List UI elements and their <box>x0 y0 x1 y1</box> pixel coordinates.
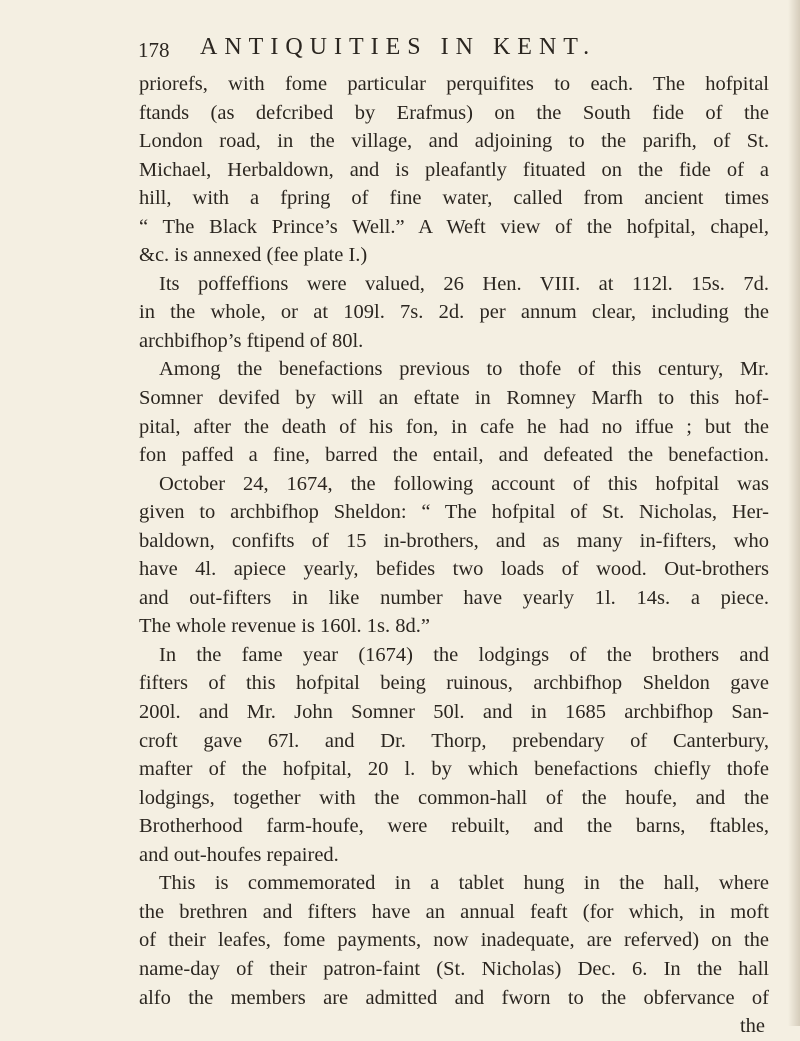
body-text <box>139 70 769 1041</box>
text-line: “ The Black Prince’s Well.” A Weft view of the hofpital, chapel, <box>139 215 769 238</box>
text-line: mafter of the hofpital, 20 l. by which benefactions chiefly thofe <box>139 758 769 781</box>
text-line: alfo the members are admitted and fworn to the obfervance of <box>139 986 769 1009</box>
text-line: archbifhop’s ftipend of 80l. <box>139 329 364 352</box>
text-line: Michael, Herbaldown, and is pleafantly fituated on the fide of a <box>139 158 769 181</box>
text-line: lodgings, together with the common-hall of the houfe, and the <box>139 786 769 809</box>
text-line: &c. is annexed (fee plate I.) <box>139 244 368 267</box>
paragraph-start-line: This is commemorated in a tablet hung in the hall, where <box>159 872 769 895</box>
text-line: hill, with a fpring of fine water, called from ancient times <box>139 187 769 210</box>
text-line: given to archbifhop Sheldon: “ The hofpital of St. Nicholas, Her- <box>139 501 769 524</box>
catchword: the <box>739 1015 765 1038</box>
text-line: London road, in the village, and adjoining to the parifh, of St. <box>139 130 769 153</box>
text-line: baldown, confifts of 15 in-brothers, and as many in-fifters, who <box>139 529 769 552</box>
text-line: The whole revenue is 160l. 1s. 8d.” <box>139 615 430 638</box>
text-line: and out-fifters in like number have yearly 1l. 14s. a piece. <box>139 586 769 609</box>
paragraph-start-line: October 24, 1674, the following account of this hofpital was <box>159 472 769 495</box>
text-line: and out-houfes repaired. <box>139 843 339 866</box>
text-line: fon paffed a fine, barred the entail, and defeated the benefaction. <box>139 444 769 467</box>
paragraph-start-line: In the fame year (1674) the lodgings of the brothers and <box>159 643 769 666</box>
page-number: 178 <box>138 38 170 62</box>
text-line: the brethren and fifters have an annual feaft (for which, in moft <box>139 900 769 923</box>
text-line: croft gave 67l. and Dr. Thorp, prebendary of Canterbury, <box>139 729 769 752</box>
page-header <box>138 34 758 74</box>
text-line: of their leafes, fome payments, now inadequate, are referved) on the <box>139 929 769 952</box>
page-edge-shadow <box>788 0 800 1026</box>
text-line: in the whole, or at 109l. 7s. 2d. per annum clear, including the <box>139 301 769 324</box>
text-line: Somner devifed by will an eftate in Romney Marfh to this hof- <box>139 387 769 410</box>
text-line: have 4l. apiece yearly, befides two loads of wood. Out-brothers <box>139 558 769 581</box>
text-line: priorefs, with fome particular perquifites to each. The hofpital <box>139 73 769 95</box>
text-line: name-day of their patron-faint (St. Nicholas) Dec. 6. In the hall <box>139 957 769 980</box>
paragraph-start-line: Its poffeffions were valued, 26 Hen. VIII. at 112l. 15s. 7d. <box>159 272 769 295</box>
text-line: pital, after the death of his fon, in cafe he had no iffue ; but the <box>139 415 769 438</box>
text-line: fifters of this hofpital being ruinous, archbifhop Sheldon gave <box>139 672 769 695</box>
paragraph-start-line: Among the benefactions previous to thofe of this century, Mr. <box>159 358 769 381</box>
text-line: Brotherhood farm-houfe, were rebuilt, and the barns, ftables, <box>139 815 769 838</box>
text-line: 200l. and Mr. John Somner 50l. and in 1685 archbifhop San- <box>139 701 769 724</box>
running-title: ANTIQUITIES IN KENT. <box>200 34 597 60</box>
text-line: ftands (as defcribed by Erafmus) on the South fide of the <box>139 101 769 124</box>
